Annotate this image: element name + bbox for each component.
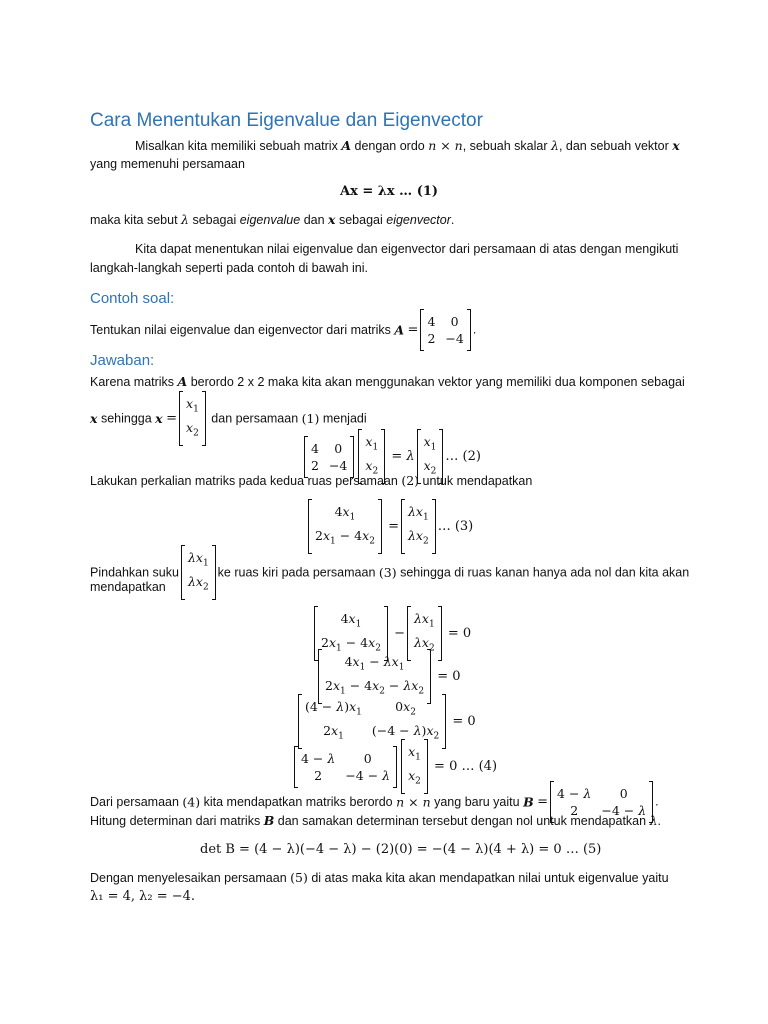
equation-2: 4 0 2 −4 $x_1$ $x_2$ = $\lambda x_1$ $x_2$ … (2)	[302, 430, 481, 483]
intro-line-3: maka kita sebut λ sebagai eigenvalue dan x sebagai eigenvector.	[90, 212, 455, 227]
equation-5: det B = (4 − λ)(−4 − λ) − (2)(0) = −(4 − λ)(4 + λ) = 0 … (5)	[200, 842, 602, 857]
jawaban-line-2: x sehingga $x =x_1$ $x_2$ dan persamaan (1) menjadi	[90, 392, 367, 445]
contoh-question: Tentukan nilai eigenvalue dan eigenvector dari matriks A =4 0 2 −4 .	[90, 310, 476, 350]
matrix-b: 4 − λ 0 2 −4 − λ	[550, 782, 653, 822]
jawaban-heading: Jawaban:	[90, 352, 155, 369]
intro-line-1: Misalkan kita memiliki sebuah matrix A dengan ordo n × n, sebuah skalar λ, dan sebuah vektor x	[135, 138, 680, 153]
jawaban-line-4: Pindahkan sukuλx$_1$ $\lambda x_2$ ke ruas kiri pada persamaan (3) sehingga di ruas kanan hanya ada nol dan kita akan	[90, 546, 689, 599]
equation-step-2: $4x_1 - \lambda x_1$ $2x_1 - 4x_2 - \lambda x_2$ = 0	[316, 650, 461, 703]
paragraph-2-line-1: Kita dapat menentukan nilai eigenvalue dan eigenvector dari persamaan di atas dengan mengikuti	[135, 242, 679, 256]
jawaban-line-5: mendapatkan	[90, 580, 166, 594]
intro-line-2: yang memenuhi persamaan	[90, 157, 245, 171]
matrix-a: 4 0 2 −4	[420, 310, 470, 350]
page-title: Cara Menentukan Eigenvalue dan Eigenvector	[90, 110, 483, 131]
jawaban-line-8: Dengan menyelesaikan persamaan (5) di atas maka kita akan mendapatkan nilai untuk eigenvalue yaitu	[90, 870, 669, 885]
equation-step-1: $4x_1$ $2x_1 - 4x_2$ $-\lambda x_1$ $\lambda x_2$ = 0	[312, 607, 471, 660]
equation-4: 4 − λ 0 2 −4 − λ $x_1$ $x_2$ = 0 … (4)	[292, 740, 497, 793]
paragraph-2-line-2: langkah-langkah seperti pada contoh di bawah ini.	[90, 261, 368, 275]
jawaban-line-7: Hitung determinan dari matriks B dan samakan determinan tersebut dengan nol untuk mendapatkan λ.	[90, 813, 661, 828]
contoh-heading: Contoh soal:	[90, 290, 175, 307]
eigenvalue-result: λ₁ = 4, λ₂ = −4.	[90, 889, 196, 904]
equation-1: Ax = λx … (1)	[340, 184, 439, 199]
jawaban-line-1: Karena matriks A berordo 2 x 2 maka kita akan menggunakan vektor yang memiliki dua komponen sebagai	[90, 374, 685, 389]
equation-step-3: $(4 - \lambda)x_1$ $0x_2$ $2x_1$ $(-4 - \lambda)x_2$ = 0	[296, 695, 476, 748]
jawaban-line-3: Lakukan perkalian matriks pada kedua ruas persamaan (2) untuk mendapatkan	[90, 473, 533, 488]
equation-3: $4x_1$ $2x_1 - 4x_2$ $=\lambda x_1$ $\lambda x_2$ … (3)	[306, 500, 473, 553]
jawaban-line-6: Dari persamaan (4) kita mendapatkan matriks berordo n × n yang baru yaitu B =4 − λ 0 2 −4 − λ .	[90, 782, 659, 822]
